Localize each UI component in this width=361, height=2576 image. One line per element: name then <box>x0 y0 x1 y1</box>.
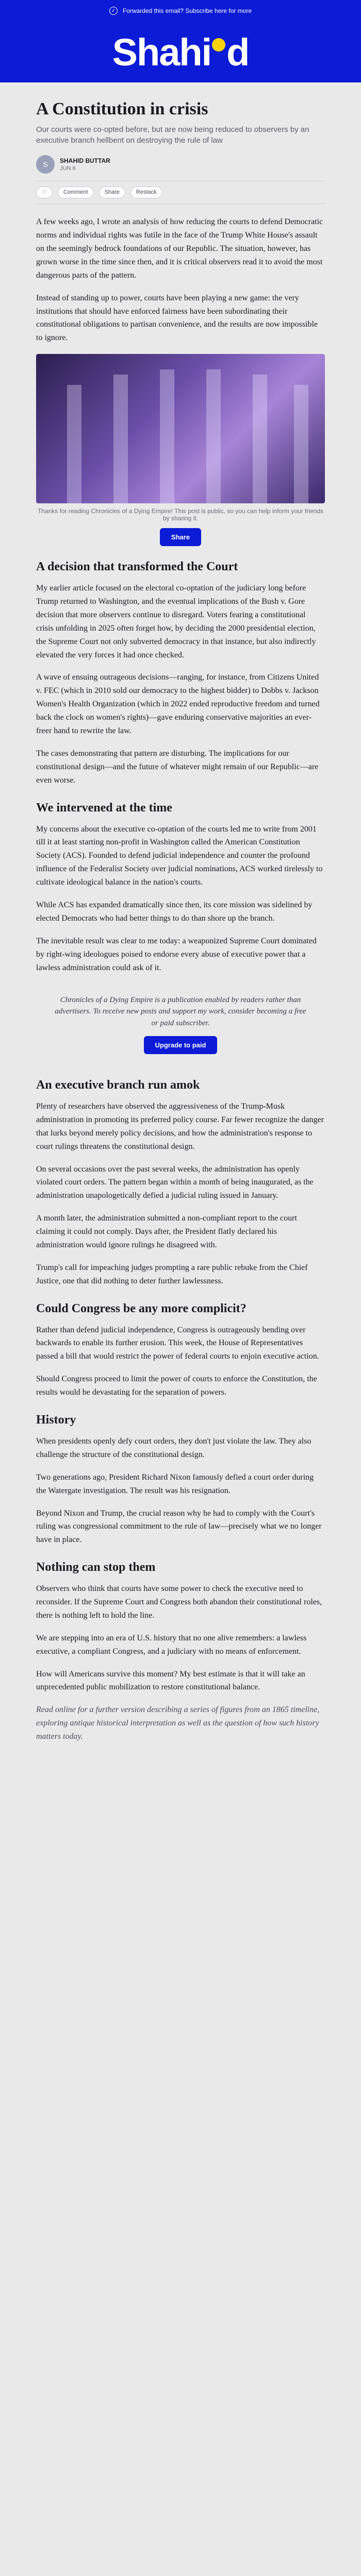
logo-text-left: Shahi <box>112 30 211 74</box>
section-heading: A decision that transformed the Court <box>36 560 238 574</box>
logo-dot-icon <box>212 38 225 52</box>
hero-image <box>36 354 325 503</box>
section-paragraph: On several occasions over the past several weeks, the administration has openly violated court orders. The pattern began within a month of being inaugurated, as the administration unapologetically defied a judicial ruling issued in January. <box>36 1164 314 1200</box>
masthead <box>0 22 361 82</box>
restack-button[interactable]: Restack <box>130 187 162 198</box>
hero-pillar <box>206 369 221 503</box>
section-paragraph: My concerns about the executive co-optation of the courts led me to write from 2001 till it at least starting non-profit in Washington called the American Constitution Society (ACS). Founded to defend judicial independence and counter the profound influence of the Federalist Society over judicial nominations, ACS worked tirelessly to cultivate ideological balance in the nation's courts. <box>36 824 323 887</box>
closing-note: Read online for a further version describing a series of figures from an 1865 timeline, exploring antique historical interpretation as well as the question of how such history matters today. <box>36 1705 320 1741</box>
author-name[interactable]: SHAHID BUTTAR <box>60 157 110 165</box>
section-paragraph: Plenty of researchers have observed the aggressiveness of the Trump-Musk administration in promoting its preferred policy course. Far fewer recognize the danger that lurks beyond merely policy decisions, and how the administration's response to court rulings threatens the constitutional design. <box>36 1101 324 1151</box>
section-paragraph: How will Americans survive this moment? My best estimate is that it will take an unprecedented public mobilization to restore constitutional balance. <box>36 1669 305 1692</box>
section-heading: Nothing can stop them <box>36 1561 156 1574</box>
hero-pillar <box>160 369 174 503</box>
publication-logo[interactable] <box>112 30 249 74</box>
section-paragraph: While ACS has expanded dramatically since then, its core mission was sidelined by elected Democrats who had better things to do than shore up the branch. <box>36 901 313 923</box>
post-actions <box>36 181 325 204</box>
section-paragraph: Trump's call for impeaching judges prompting a rare public rebuke from the Chief Justice, one that did nothing to deter further lawlessness. <box>36 1263 308 1285</box>
section-paragraph: The cases demonstrating that pattern are disturbing. The implications for our constitutional design—and the future of whatever might remain of our Republic—are even worse. <box>36 749 319 785</box>
section-paragraph: When presidents openly defy court orders, they don't just violate the law. They also challenge the structure of the constitutional design. <box>36 1436 311 1459</box>
section-paragraph: Observers who think that courts have some power to check the executive need to reconsider. If the Supreme Court and Congress both abandon their constitutional roles, there is nothing left to hold the line. <box>36 1584 322 1620</box>
forwarded-banner-text: Forwarded this email? Subscribe here for more <box>122 7 252 14</box>
hero-pillar <box>253 375 267 503</box>
article-subtitle: Our courts were co-opted before, but are now being reduced to observers by an executive branch hellbent on destroying the rule of law <box>36 125 309 145</box>
section-heading: Could Congress be any more complicit? <box>36 1301 247 1315</box>
section-heading: An executive branch run amok <box>36 1078 200 1092</box>
promo-text: Chronicles of a Dying Empire is a publication enabled by readers rather than advertisers. To receive new posts and support my work, consider becoming a free or paid subscriber. <box>55 995 306 1027</box>
article-title: A Constitution in crisis <box>36 99 208 118</box>
intro-paragraph-1: A few weeks ago, I wrote an analysis of how reducing the courts to defend Democratic norms and individual rights was futile in the face of the Trump White House's assault on the seemingly bedrock foundations of our Republic. The situation, however, has grown worse in the time since then, and it is critical observers read it to avoid the most dangerous parts of the pattern. <box>36 217 323 280</box>
share-caption: Thanks for reading Chronicles of a Dying Empire! This post is public, so you can help inform your friends by sharing it. <box>37 507 324 522</box>
comment-button[interactable]: Comment <box>58 187 94 198</box>
section-paragraph: Two generations ago, President Richard Nixon famously defied a court order during the Watergate investigation. The result was his resignation. <box>36 1472 314 1495</box>
section-paragraph: Should Congress proceed to limit the power of courts to enforce the Constitution, the results would be devastating for the separation of powers. <box>36 1375 317 1397</box>
section-paragraph: Beyond Nixon and Trump, the crucial reason why he had to comply with the Court's ruling was congressional commitment to the rule of law—precisely what we no longer have in place. <box>36 1509 322 1545</box>
like-button[interactable]: ♡ <box>36 187 53 198</box>
hero-pillar <box>113 375 128 503</box>
author-block <box>36 155 325 174</box>
section-paragraph: Rather than defend judicial independence, Congress is outrageously bending over backwards to enable its further erosion. This week, the House of Representatives passed a bill that would restrict the power of federal courts to enjoin executive action. <box>36 1325 319 1361</box>
upgrade-button[interactable]: Upgrade to paid <box>144 1036 218 1054</box>
share-cta-button[interactable]: Share <box>160 528 201 546</box>
logo-text-right: d <box>226 30 249 74</box>
intro-paragraph-2: Instead of standing up to power, courts have been playing a new game: the very institutions that should have enforced fairness have been subordinating their constitutional obligations to partisan convenience, and the results are now impossible to ignore. <box>36 293 318 343</box>
forwarded-banner[interactable] <box>0 0 361 22</box>
section-paragraph: A month later, the administration submitted a non-compliant report to the court claiming it could not comply. Days after, the President flatly declared his administration would ignore rulings he disagreed with. <box>36 1214 297 1250</box>
section-paragraph: A wave of ensuing outrageous decisions—ranging, for instance, from Citizens United v. FEC (which in 2010 sold our democracy to the highest bidder) to Dobbs v. Jackson Women's Health Organization (which in 2022 ended reproductive freedom and turned back the clock on women's rights)—gave enduring conservative majorities an ever-freer hand to rewrite the law. <box>36 673 320 736</box>
hero-pillar <box>294 385 308 503</box>
subscribe-promo <box>36 984 325 1065</box>
section-paragraph: The inevitable result was clear to me today: a weaponized Supreme Court dominated by right-wing ideologues poised to endorse every abuse of executive power that a lawless administration could ask of it. <box>36 936 317 972</box>
section-paragraph: My earlier article focused on the electoral co-optation of the judiciary long before Trump returned to Washington, and the eventual implications of the Bush v. Gore decision that more observers continue to disregard. Voters fearing a constitutional crisis unfolding in 2025 often forget how, by deciding the 2000 presidential election, the Supreme Court not only subverted democracy in that instance, but also indirectly elevated the very forces it had once checked. <box>36 584 316 659</box>
author-avatar[interactable]: S <box>36 155 55 174</box>
section-paragraph: We are stepping into an era of U.S. history that no one alive remembers: a lawless executive, a compliant Congress, and a judiciary with no means of enforcement. <box>36 1633 307 1656</box>
section-heading: History <box>36 1413 76 1427</box>
article <box>36 82 325 1743</box>
section-heading: We intervened at the time <box>36 801 172 815</box>
share-button[interactable]: Share <box>99 187 125 198</box>
publish-date: JUN 6 <box>60 165 76 172</box>
hero-pillar <box>67 385 81 503</box>
check-icon: ✓ <box>109 7 118 15</box>
